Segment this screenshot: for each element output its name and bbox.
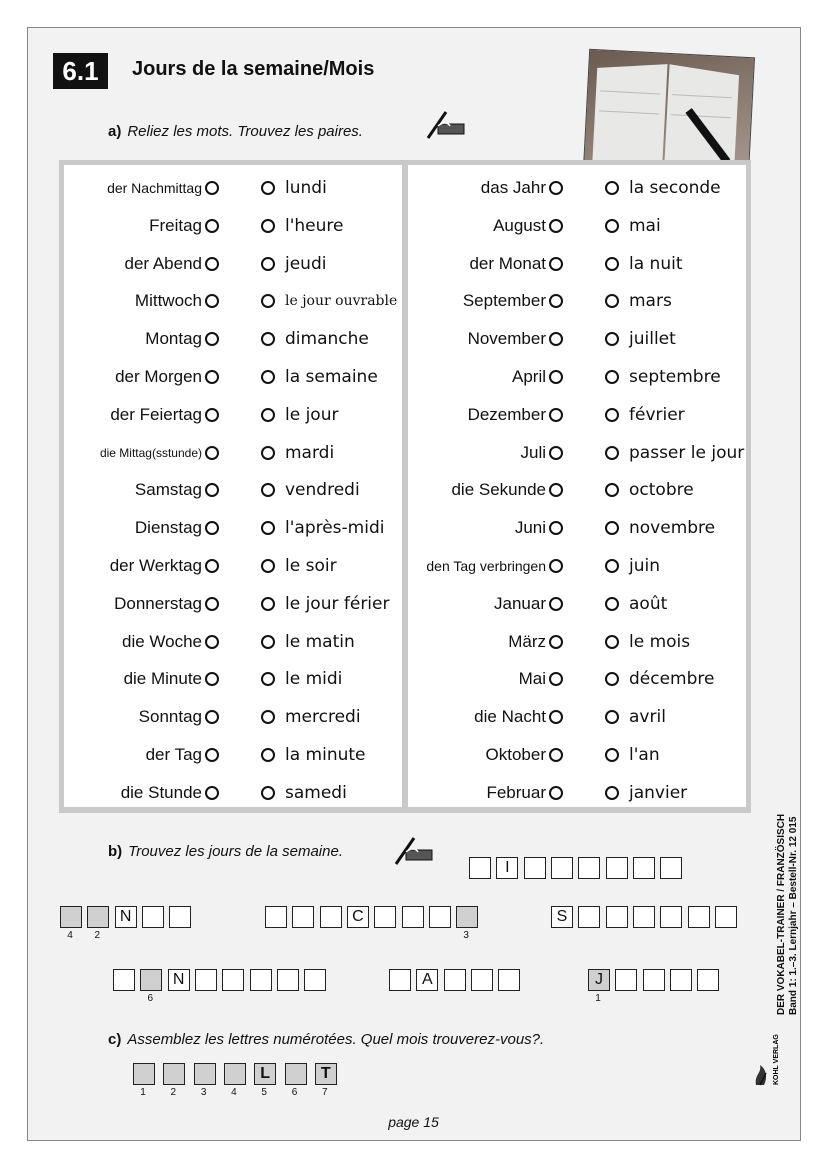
letter-box[interactable] — [633, 906, 655, 928]
match-left-row — [64, 362, 402, 392]
connector-circle-left[interactable] — [205, 559, 219, 573]
match-right-row — [408, 211, 746, 241]
letter-index: 4 — [67, 930, 73, 941]
connector-circle-right[interactable] — [605, 635, 619, 649]
connector-circle-left[interactable] — [549, 786, 563, 800]
match-right-row — [408, 362, 746, 392]
connector-circle-left[interactable] — [205, 219, 219, 233]
match-left-row — [64, 438, 402, 468]
letter-box[interactable] — [606, 906, 628, 928]
connector-circle-left[interactable] — [549, 521, 563, 535]
letter-box[interactable] — [660, 906, 682, 928]
match-right-row — [408, 513, 746, 543]
french-word: janvier — [629, 782, 688, 803]
letter-box[interactable] — [551, 857, 573, 879]
connector-circle-right[interactable] — [261, 786, 275, 800]
section-a-letter: a) — [108, 123, 122, 140]
connector-circle-right[interactable] — [605, 257, 619, 271]
connector-circle-left[interactable] — [549, 446, 563, 460]
french-word: mai — [629, 215, 661, 236]
french-word: la seconde — [629, 178, 721, 198]
connector-circle-left[interactable] — [205, 370, 219, 384]
section-b-letter: b) — [108, 843, 123, 860]
connector-circle-right[interactable] — [605, 408, 619, 422]
publisher-logo — [752, 1025, 786, 1089]
connector-circle-left[interactable] — [205, 483, 219, 497]
match-right-row — [408, 173, 746, 203]
connector-circle-left[interactable] — [549, 408, 563, 422]
match-left-row — [64, 778, 402, 808]
connector-circle-left[interactable] — [549, 370, 563, 384]
french-word: le midi — [285, 669, 343, 690]
solution-index: 4 — [231, 1087, 237, 1098]
french-word: octobre — [629, 480, 694, 501]
letter-box[interactable] — [524, 857, 546, 879]
connector-circle-right[interactable] — [261, 257, 275, 271]
german-word: die Sekunde — [451, 480, 546, 500]
letter-box[interactable] — [87, 906, 109, 928]
connector-circle-right[interactable] — [605, 672, 619, 686]
match-right-row — [408, 778, 746, 808]
letter-box[interactable] — [578, 857, 600, 879]
letter-box[interactable] — [304, 969, 326, 991]
connector-circle-right[interactable] — [605, 786, 619, 800]
connector-circle-right[interactable] — [605, 597, 619, 611]
german-word: Dienstag — [134, 518, 202, 538]
match-left-row — [64, 627, 402, 657]
french-word: passer le jour — [629, 442, 745, 463]
publisher-logo-text: KOHL VERLAG — [773, 1034, 780, 1085]
solution-index: 7 — [322, 1087, 328, 1098]
german-word: der Nachmittag — [107, 180, 202, 196]
series-title: DER VOKABEL-TRAINER / FRANZÖSISCH — [776, 813, 787, 1015]
connector-circle-right[interactable] — [261, 219, 275, 233]
german-word: den Tag verbringen — [426, 558, 546, 574]
solution-index: 5 — [261, 1087, 267, 1098]
letter-box[interactable] — [320, 906, 342, 928]
connector-circle-left[interactable] — [205, 786, 219, 800]
writing-hand-icon — [424, 108, 468, 140]
letter-box[interactable]: I — [496, 857, 518, 879]
german-word: Mai — [518, 669, 546, 689]
connector-circle-left[interactable] — [549, 483, 563, 497]
letter-box[interactable] — [402, 906, 424, 928]
section-a-instruction — [108, 123, 363, 140]
connector-circle-left[interactable] — [549, 219, 563, 233]
french-word: mardi — [285, 442, 335, 463]
connector-circle-right[interactable] — [605, 446, 619, 460]
connector-circle-right[interactable] — [261, 446, 275, 460]
matching-panel-right — [408, 165, 746, 807]
connector-circle-right[interactable] — [261, 294, 275, 308]
connector-circle-right[interactable] — [605, 710, 619, 724]
connector-circle-left[interactable] — [205, 294, 219, 308]
letter-index: 6 — [147, 993, 154, 1004]
connector-circle-right[interactable] — [261, 521, 275, 535]
connector-circle-left[interactable] — [205, 332, 219, 346]
german-word: November — [467, 329, 546, 349]
match-left-row — [64, 513, 402, 543]
match-left-row — [64, 249, 402, 279]
french-word: le jour férier — [285, 593, 390, 614]
connector-circle-left[interactable] — [549, 748, 563, 762]
french-word: mars — [629, 291, 672, 312]
connector-circle-right[interactable] — [605, 332, 619, 346]
match-left-row — [64, 551, 402, 581]
section-b-text: Trouvez les jours de la semaine. — [128, 843, 343, 860]
connector-circle-left[interactable] — [549, 710, 563, 724]
solution-letter-box[interactable] — [285, 1063, 307, 1085]
french-word: l'heure — [285, 215, 344, 236]
connector-circle-left[interactable] — [205, 672, 219, 686]
letter-box[interactable]: S — [551, 906, 573, 928]
match-right-row — [408, 551, 746, 581]
solution-letter-box[interactable] — [133, 1063, 155, 1085]
german-word: der Tag — [145, 745, 202, 764]
letter-box[interactable] — [670, 969, 692, 991]
letter-box[interactable]: N — [168, 969, 190, 991]
solution-letter-box[interactable]: L — [254, 1063, 276, 1085]
connector-circle-left[interactable] — [549, 294, 563, 308]
connector-circle-right[interactable] — [261, 635, 275, 649]
connector-circle-right[interactable] — [605, 521, 619, 535]
connector-circle-left[interactable] — [205, 408, 219, 422]
french-word: le soir — [285, 556, 337, 576]
connector-circle-right[interactable] — [261, 559, 275, 573]
connector-circle-left[interactable] — [549, 257, 563, 271]
french-word: le jour ouvrable — [285, 293, 398, 310]
letter-box[interactable] — [688, 906, 710, 928]
solution-letter-box[interactable] — [224, 1063, 246, 1085]
connector-circle-right[interactable] — [261, 672, 275, 686]
letter-box[interactable] — [142, 906, 164, 928]
german-word: der Morgen — [115, 367, 202, 386]
section-a-text: Reliez les mots. Trouvez les paires. — [127, 123, 363, 140]
section-b-instruction — [108, 843, 343, 860]
french-word: le mois — [629, 631, 691, 652]
french-word: avril — [629, 707, 666, 728]
letter-box[interactable]: C — [347, 906, 369, 928]
french-word: le matin — [285, 631, 355, 652]
letter-box[interactable] — [113, 969, 135, 991]
solution-letter-box[interactable]: T — [315, 1063, 337, 1085]
letter-box[interactable] — [140, 969, 162, 991]
connector-circle-left[interactable] — [205, 635, 219, 649]
letter-box[interactable] — [697, 969, 719, 991]
match-left-row — [64, 589, 402, 619]
french-word: vendredi — [285, 480, 360, 501]
letter-index: 3 — [463, 930, 469, 941]
connector-circle-left[interactable] — [549, 597, 563, 611]
connector-circle-left[interactable] — [549, 181, 563, 195]
match-right-row — [408, 702, 746, 732]
letter-box[interactable] — [469, 857, 491, 879]
german-word: die Stunde — [120, 782, 202, 802]
letter-box[interactable] — [265, 906, 287, 928]
connector-circle-left[interactable] — [205, 710, 219, 724]
german-word: der Werktag — [109, 556, 202, 575]
german-word: Donnerstag — [114, 593, 202, 613]
french-word: samedi — [285, 782, 347, 803]
letter-box[interactable]: J — [588, 969, 610, 991]
letter-box[interactable] — [292, 906, 314, 928]
match-right-row — [408, 740, 746, 770]
volume-info: Band 1: 1.–3. Lernjahr – Bestell-Nr. 12 015 — [788, 816, 799, 1015]
german-word: Januar — [494, 593, 546, 613]
match-right-row — [408, 589, 746, 619]
german-word: der Feiertag — [110, 404, 202, 424]
french-word: juin — [629, 556, 660, 576]
writing-hand-icon — [392, 834, 436, 866]
letter-box[interactable] — [169, 906, 191, 928]
letter-box[interactable] — [498, 969, 520, 991]
solution-index: 1 — [140, 1087, 146, 1098]
match-left-row — [64, 173, 402, 203]
match-right-row — [408, 286, 746, 316]
french-word: la nuit — [629, 253, 683, 274]
letter-box[interactable] — [429, 906, 451, 928]
match-right-row — [408, 438, 746, 468]
solution-index: 2 — [170, 1087, 177, 1098]
french-word: la minute — [285, 745, 366, 765]
letter-index: 2 — [94, 930, 101, 941]
french-word: mercredi — [285, 707, 361, 728]
german-word: der Abend — [124, 253, 202, 273]
connector-circle-left[interactable] — [549, 635, 563, 649]
match-left-row — [64, 740, 402, 770]
german-word: Mittwoch — [134, 291, 202, 311]
letter-box[interactable] — [374, 906, 396, 928]
connector-circle-left[interactable] — [549, 559, 563, 573]
german-word: die Mittag(sstunde) — [99, 445, 202, 460]
german-word: Juni — [514, 518, 546, 538]
connector-circle-right[interactable] — [605, 181, 619, 195]
connector-circle-right[interactable] — [261, 408, 275, 422]
connector-circle-left[interactable] — [205, 597, 219, 611]
solution-index: 6 — [291, 1087, 298, 1098]
letter-index: 1 — [595, 993, 601, 1004]
german-word: die Nacht — [474, 707, 546, 727]
connector-circle-left[interactable] — [549, 672, 563, 686]
letter-box[interactable] — [277, 969, 299, 991]
match-right-row — [408, 627, 746, 657]
connector-circle-left[interactable] — [205, 748, 219, 762]
letter-box[interactable] — [606, 857, 628, 879]
match-left-row — [64, 286, 402, 316]
exercise-number-badge: 6.1 — [53, 53, 108, 89]
connector-circle-right[interactable] — [261, 181, 275, 195]
french-word: décembre — [629, 669, 715, 690]
letter-box[interactable] — [578, 906, 600, 928]
match-left-row — [64, 702, 402, 732]
german-word: die Minute — [123, 669, 202, 689]
calendar-photo — [583, 49, 755, 178]
french-word: la semaine — [285, 367, 378, 387]
solution-letter-box[interactable] — [194, 1063, 216, 1085]
solution-index: 3 — [200, 1087, 207, 1098]
page-title: Jours de la semaine/Mois — [132, 58, 375, 80]
match-right-row — [408, 400, 746, 430]
connector-circle-right[interactable] — [261, 710, 275, 724]
connector-circle-right[interactable] — [261, 483, 275, 497]
german-word: der Monat — [469, 253, 546, 273]
match-left-row — [64, 211, 402, 241]
section-c-letter: c) — [108, 1031, 122, 1048]
connector-circle-right[interactable] — [261, 597, 275, 611]
german-word: Freitag — [149, 215, 202, 235]
matching-table — [59, 160, 751, 813]
french-word: juillet — [629, 329, 676, 350]
match-right-row — [408, 664, 746, 694]
french-word: jeudi — [285, 253, 327, 274]
match-right-row — [408, 324, 746, 354]
connector-circle-right[interactable] — [605, 483, 619, 497]
german-word: die Woche — [121, 631, 202, 651]
letter-box[interactable] — [444, 969, 466, 991]
match-left-row — [64, 400, 402, 430]
german-word: Montag — [145, 329, 202, 349]
match-left-row — [64, 664, 402, 694]
french-word: novembre — [629, 518, 716, 539]
letter-box[interactable] — [660, 857, 682, 879]
letter-box[interactable] — [389, 969, 411, 991]
french-word: septembre — [629, 367, 721, 387]
section-c-text: Assemblez les lettres numérotées. Quel mois trouverez-vous?. — [127, 1031, 545, 1048]
connector-circle-left[interactable] — [205, 257, 219, 271]
letter-box[interactable] — [250, 969, 272, 991]
french-word: août — [629, 593, 668, 614]
match-right-row — [408, 475, 746, 505]
connector-circle-left[interactable] — [205, 446, 219, 460]
french-word: lundi — [285, 178, 327, 198]
french-word: dimanche — [285, 329, 369, 350]
connector-circle-left[interactable] — [549, 332, 563, 346]
letter-box[interactable] — [195, 969, 217, 991]
letter-box[interactable]: N — [115, 906, 137, 928]
french-word: l'an — [629, 745, 660, 765]
french-word: février — [629, 404, 685, 425]
connector-circle-right[interactable] — [261, 332, 275, 346]
letter-box[interactable] — [222, 969, 244, 991]
german-word: September — [462, 291, 546, 311]
solution-letter-box[interactable] — [163, 1063, 185, 1085]
connector-circle-right[interactable] — [605, 559, 619, 573]
matching-panel-left — [64, 165, 402, 807]
connector-circle-right[interactable] — [261, 370, 275, 384]
french-word: le jour — [285, 404, 339, 425]
german-word: März — [508, 631, 546, 651]
section-c-instruction — [108, 1031, 544, 1048]
german-word: Juli — [520, 442, 546, 462]
german-word: Oktober — [485, 745, 546, 764]
match-left-row — [64, 475, 402, 505]
letter-box[interactable] — [633, 857, 655, 879]
letter-box[interactable] — [60, 906, 82, 928]
german-word: das Jahr — [480, 178, 546, 197]
letter-box[interactable] — [643, 969, 665, 991]
connector-circle-left[interactable] — [205, 521, 219, 535]
german-word: August — [493, 215, 546, 235]
german-word: Dezember — [467, 404, 546, 424]
french-word: l'après-midi — [285, 518, 385, 539]
german-word: April — [511, 367, 546, 386]
connector-circle-right[interactable] — [605, 294, 619, 308]
letter-box[interactable] — [615, 969, 637, 991]
german-word: Februar — [486, 782, 546, 802]
letter-box[interactable] — [471, 969, 493, 991]
match-right-row — [408, 249, 746, 279]
connector-circle-left[interactable] — [205, 181, 219, 195]
letter-box[interactable] — [715, 906, 737, 928]
page-number: page 15 — [388, 1114, 439, 1130]
connector-circle-right[interactable] — [605, 748, 619, 762]
connector-circle-right[interactable] — [261, 748, 275, 762]
connector-circle-right[interactable] — [605, 219, 619, 233]
german-word: Samstag — [134, 480, 202, 500]
match-left-row — [64, 324, 402, 354]
connector-circle-right[interactable] — [605, 370, 619, 384]
letter-box[interactable] — [456, 906, 478, 928]
letter-box[interactable]: A — [416, 969, 438, 991]
german-word: Sonntag — [138, 707, 202, 727]
